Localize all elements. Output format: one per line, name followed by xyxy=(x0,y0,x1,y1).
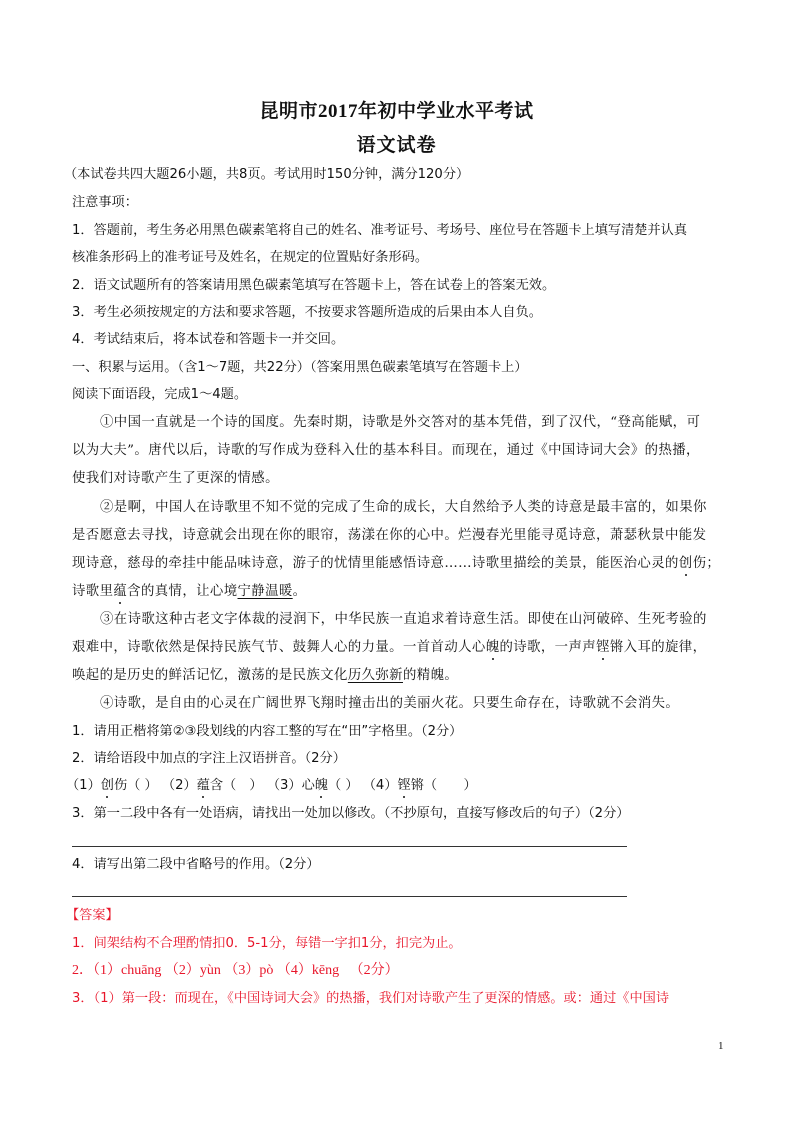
item-blank: 伤（ ） xyxy=(113,778,158,793)
notice-1: 1．答题前，考生务必用黑色碳素笔将自己的姓名、准考证号、考场号、座位号在答题卡上填写清楚并认真 xyxy=(72,223,688,238)
passage-text: 的精魄。 xyxy=(402,668,459,683)
underlined-text: 历久弥新 xyxy=(347,668,403,683)
answer-3: 3．（1）第一段：而现在，《中国诗词大会》的热播，我们对诗歌产生了更深的情感。或：通过《中国诗 xyxy=(72,991,670,1006)
item-blank: （ ） xyxy=(327,778,359,793)
dotted-char: 蕴 xyxy=(113,584,128,599)
answer-line-q3 xyxy=(72,846,627,847)
passage-p2-line2: 是否愿意去寻找，诗意就会出现在你的眼帘，荡漾在你的心中。烂漫春光里能寻觅诗意，萧瑟秋景中能发 xyxy=(72,528,707,543)
passage-text: 唤起的是历史的鲜活记忆，激荡的是民族文化 xyxy=(72,668,348,683)
passage-p2-line1: ②是啊，中国人在诗歌里不知不觉的完成了生命的成长，大自然给予人类的诗意是最丰富的，如果你 xyxy=(100,500,707,515)
passage-text: 诗歌里 xyxy=(72,584,114,599)
notice-heading: 注意事项： xyxy=(72,195,138,210)
item-number: （1） xyxy=(66,778,101,793)
passage-p3-line3 xyxy=(72,667,724,685)
dotted-char: 铿 xyxy=(596,640,610,655)
notice-4: 4．考试结束后，将本试卷和答题卡一并交回。 xyxy=(72,332,345,347)
answer-line-q4 xyxy=(72,896,627,897)
item-number: （4） xyxy=(362,778,398,793)
passage-text: 现诗意，慈母的牵挂中能品味诗意，游子的忧情里能感悟诗意……诗歌里描绘的美景，能医治心灵的 xyxy=(72,556,679,571)
exam-title: 昆明市2017年初中学业水平考试 xyxy=(259,101,534,122)
question-2-items xyxy=(66,777,726,795)
question-1: 1．请用正楷将第②③段划线的内容工整的写在“田”字格里。（2分） xyxy=(72,724,463,739)
notice-3: 3．考生必须按规定的方法和要求答题，不按要求答题所造成的后果由本人自负。 xyxy=(72,305,542,320)
answer-heading: 【答案】 xyxy=(66,908,119,923)
item-number: （3） xyxy=(266,778,302,793)
passage-text: 的诗歌，一声声 xyxy=(499,640,597,655)
passage-p1-line2: 以为大夫”。唐代以后，诗歌的写作成为登科入仕的基本科目。而现在，通过《中国诗词大会》的热播， xyxy=(72,443,700,458)
dotted-char: 铿 xyxy=(397,778,411,793)
question-4: 4．请写出第二段中省略号的作用。（2分） xyxy=(72,857,320,872)
underlined-text: 宁静温暖 xyxy=(237,584,293,599)
dotted-char: 魄 xyxy=(485,640,500,655)
notice-2: 2．语文试题所有的答案请用黑色碳素笔填写在答题卡上，答在试卷上的答案无效。 xyxy=(72,278,556,293)
passage-p3-line1: ③在诗歌这种古老文字体裁的浸润下，中华民族一直追求着诗意生活。即使在山河破碎、生死考验的 xyxy=(100,612,707,627)
passage-p1-line3: 使我们对诗歌产生了更深的情感。 xyxy=(72,471,279,486)
item-blank: 锵（ ） xyxy=(410,778,477,793)
dotted-char: 魄 xyxy=(314,778,328,793)
item-number: （2） xyxy=(161,778,197,793)
passage-text: 。 xyxy=(292,584,307,599)
answer-1: 1．间架结构不合理酌情扣0．5-1分，每错一字扣1分，扣完为止。 xyxy=(72,936,462,951)
item-blank: 含（ ） xyxy=(209,778,263,793)
passage-p1-line1: ①中国一直就是一个诗的国度。先秦时期，诗歌是外交答对的基本凭借，到了汉代，“登高能赋，可 xyxy=(100,415,701,430)
page-number: 1 xyxy=(718,1040,724,1052)
passage-text: 伤； xyxy=(692,556,721,571)
answer-2: 2．（1）chuāng （2）yùn （3）pò （4）kēng （2分） xyxy=(72,963,399,978)
section-heading: 一、积累与运用。（含1～7题，共22分）（答案用黑色碳素笔填写在答题卡上） xyxy=(72,360,528,375)
dotted-char: 创 xyxy=(678,556,693,571)
passage-p2-line4 xyxy=(72,583,724,601)
reading-instruction: 阅读下面语段，完成1～4题。 xyxy=(72,387,248,402)
notice-1-cont: 核准条形码上的准考证号及姓名，在规定的位置贴好条形码。 xyxy=(72,250,429,265)
passage-text: 艰难中，诗歌依然是保持民族气节、鼓舞人心的力量。一首首动人心 xyxy=(72,640,486,655)
question-2: 2．请给语段中加点的字注上汉语拼音。（2分） xyxy=(72,751,346,766)
dotted-char: 蕴 xyxy=(196,778,210,793)
passage-p3-line2 xyxy=(72,639,724,657)
exam-subtitle: 语文试卷 xyxy=(356,135,437,156)
dotted-char: 创 xyxy=(100,778,114,793)
question-3: 3．第一二段中各有一处语病，请找出一处加以修改。（不抄原句，直接写修改后的句子）（2分） xyxy=(72,806,630,821)
item-text: 心 xyxy=(301,778,315,793)
exam-info: （本试卷共四大题26小题，共8页。考试用时150分钟，满分120分） xyxy=(64,167,470,182)
passage-p2-line3 xyxy=(72,555,724,573)
passage-text: 含的真情，让心境 xyxy=(127,584,238,599)
passage-p4: ④诗歌，是自由的心灵在广阔世界飞翔时撞击出的美丽火花。只要生命存在，诗歌就不会消失。 xyxy=(100,696,680,711)
passage-text: 锵入耳的旋律， xyxy=(609,640,707,655)
